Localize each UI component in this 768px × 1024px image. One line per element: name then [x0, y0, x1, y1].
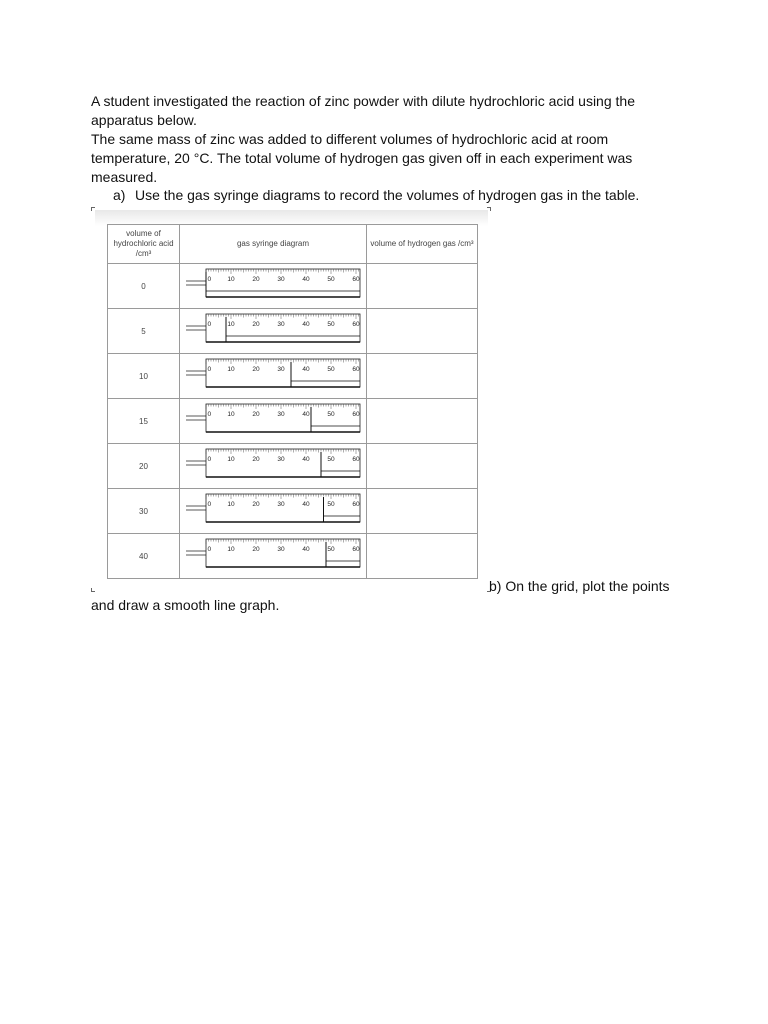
syringe-barrel — [206, 314, 360, 342]
acid-volume-cell: 40 — [108, 534, 180, 579]
scale-label: 50 — [327, 456, 335, 463]
scale-label: 60 — [352, 546, 360, 553]
table-row — [108, 444, 478, 489]
acid-volume-cell: 10 — [108, 354, 180, 399]
hydrogen-volume-answer-cell[interactable] — [367, 264, 478, 309]
scale-label: 20 — [252, 411, 260, 418]
acid-volume-cell: 15 — [108, 399, 180, 444]
hydrogen-volume-answer-cell[interactable] — [367, 354, 478, 399]
scale-label: 60 — [352, 366, 360, 373]
scale-label: 40 — [302, 321, 310, 328]
scale-label: 50 — [327, 321, 335, 328]
scale-label: 10 — [227, 501, 235, 508]
acid-volume-cell: 20 — [108, 444, 180, 489]
scale-label: 60 — [352, 321, 360, 328]
scale-label: 20 — [252, 501, 260, 508]
syringe-diagram-cell — [180, 264, 367, 309]
figure-corner-top-right — [487, 207, 491, 211]
gas-syringe-diagram — [180, 399, 366, 443]
hydrogen-volume-answer-cell[interactable] — [367, 444, 478, 489]
table-row — [108, 489, 478, 534]
scale-label: 50 — [327, 501, 335, 508]
acid-volume-cell: 5 — [108, 309, 180, 354]
scale-label: 0 — [207, 411, 212, 418]
scale-label: 40 — [302, 276, 310, 283]
table-row — [108, 309, 478, 354]
syringe-diagram-cell — [180, 309, 367, 354]
scale-label: 10 — [227, 276, 235, 283]
scale-label: 0 — [207, 501, 212, 508]
figure-corner-top-left — [91, 207, 95, 211]
syringe-barrel — [206, 269, 360, 297]
scale-label: 60 — [352, 276, 360, 283]
scale-label: 30 — [277, 456, 285, 463]
question-a-label: a) — [113, 187, 126, 203]
scale-label: 10 — [227, 321, 235, 328]
scale-label: 50 — [327, 366, 335, 373]
acid-volume-cell: 0 — [108, 264, 180, 309]
syringe-barrel — [206, 359, 360, 387]
syringe-barrel — [206, 494, 360, 522]
gas-syringe-diagram — [180, 264, 366, 308]
scale-label: 60 — [352, 411, 360, 418]
scale-label: 0 — [207, 366, 212, 373]
table-row — [108, 399, 478, 444]
scale-label: 10 — [227, 456, 235, 463]
scale-label: 30 — [277, 501, 285, 508]
header-volume-acid: volume of hydrochloric acid /cm³ — [108, 225, 180, 264]
scale-label: 10 — [227, 366, 235, 373]
hydrogen-volume-answer-cell[interactable] — [367, 534, 478, 579]
syringe-diagram-cell — [180, 534, 367, 579]
question-b: b) On the grid, plot the points and draw a smooth line graph. — [91, 578, 670, 613]
scale-label: 20 — [252, 456, 260, 463]
syringe-barrel — [206, 404, 360, 432]
table-row — [108, 264, 478, 309]
scale-label: 30 — [277, 366, 285, 373]
table-row — [108, 534, 478, 579]
scale-label: 60 — [352, 501, 360, 508]
results-table — [107, 224, 478, 579]
scale-label: 60 — [352, 456, 360, 463]
table-header-row — [108, 225, 478, 264]
scale-label: 10 — [227, 411, 235, 418]
gas-syringe-diagram — [180, 489, 366, 533]
scale-label: 0 — [207, 321, 212, 328]
table-row — [108, 354, 478, 399]
question-a-text: Use the gas syringe diagrams to record the volumes of hydrogen gas in the table. — [135, 187, 640, 203]
hydrogen-volume-answer-cell[interactable] — [367, 399, 478, 444]
header-diagram: gas syringe diagram — [180, 225, 367, 264]
scale-label: 30 — [277, 411, 285, 418]
syringe-diagram-cell — [180, 489, 367, 534]
gas-syringe-diagram — [180, 309, 366, 353]
intro-line-2: The same mass of zinc was added to different volumes of hydrochloric acid at room temperature, 20 °C. The total volume of hydrogen gas given off in each experiment was measured. — [91, 131, 633, 185]
hydrogen-volume-answer-cell[interactable] — [367, 489, 478, 534]
question-a — [113, 186, 713, 205]
scale-label: 20 — [252, 276, 260, 283]
scale-label: 40 — [302, 501, 310, 508]
scale-label: 50 — [327, 411, 335, 418]
scale-label: 0 — [207, 546, 212, 553]
scale-label: 20 — [252, 366, 260, 373]
header-volume-gas: volume of hydrogen gas /cm³ — [367, 225, 478, 264]
scale-label: 40 — [302, 411, 310, 418]
scale-label: 20 — [252, 546, 260, 553]
scale-label: 50 — [327, 276, 335, 283]
scale-label: 40 — [302, 546, 310, 553]
gas-syringe-diagram — [180, 534, 366, 578]
scale-label: 40 — [302, 456, 310, 463]
scale-label: 0 — [207, 276, 212, 283]
scale-label: 30 — [277, 321, 285, 328]
gas-syringe-diagram — [180, 444, 366, 488]
scale-label: 40 — [302, 366, 310, 373]
scale-label: 30 — [277, 276, 285, 283]
scale-label: 10 — [227, 546, 235, 553]
syringe-barrel — [206, 539, 360, 567]
syringe-diagram-cell — [180, 399, 367, 444]
scale-label: 20 — [252, 321, 260, 328]
syringe-diagram-cell — [180, 354, 367, 399]
syringe-diagram-cell — [180, 444, 367, 489]
scale-label: 30 — [277, 546, 285, 553]
scale-label: 50 — [327, 546, 335, 553]
hydrogen-volume-answer-cell[interactable] — [367, 309, 478, 354]
intro-line-1: A student investigated the reaction of zinc powder with dilute hydrochloric acid using the apparatus below. — [91, 93, 635, 128]
acid-volume-cell: 30 — [108, 489, 180, 534]
syringe-barrel — [206, 449, 360, 477]
gas-syringe-diagram — [180, 354, 366, 398]
scale-label: 0 — [207, 456, 212, 463]
